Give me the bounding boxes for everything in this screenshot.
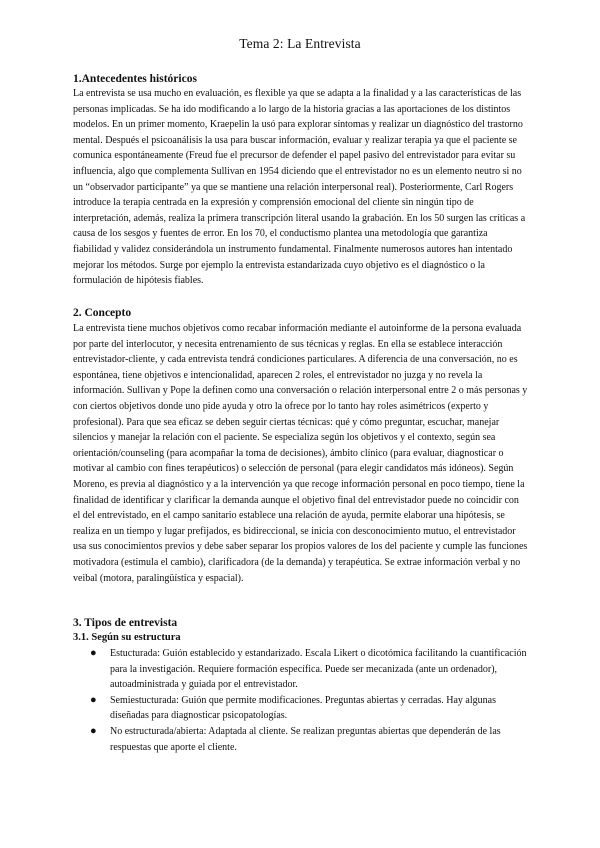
subsection-heading-estructura: 3.1. Según su estructura — [73, 632, 181, 643]
section-heading-tipos: 3. Tipos de entrevista — [73, 617, 178, 629]
list-item — [73, 646, 528, 693]
list-item-text: Semiestucturada: Guión que permite modificaciones. Preguntas abiertas y cerradas. Hay algunas diseñadas para diagnosticar psicopatologías. — [110, 694, 496, 722]
section-heading-concepto: 2. Concepto — [73, 307, 132, 319]
structure-types-list — [73, 646, 528, 755]
section-text-antecedentes: La entrevista se usa mucho en evaluación, es flexible ya que se adapta a la finalidad y a las características de las personas implicadas. Se ha ido modificando a lo largo de la historia gracias a las aportaciones de los distintos modelos. En un primer momento, Kraepelin la usó para explorar síntomas y realizar un diagnóstico del trastorno mental. Después el psicoanálisis la usa para buscar información, evaluar y realizar terapia ya que el paciente se comunica espontáneamente (Freud fue el precursor de defender el papel pasivo del entrevistador para evitar su influencia, algo que complementa Sullivan en 1954 diciendo que el entrevistador no es un elemento neutro si no un “observador participante” ya que se mantiene una relación interpersonal real). Posteriormente, Carl Rogers introduce la terapia centrada en la expresión y comprensión emocional del cliente sin ningún tipo de interpretación, además, realiza la primera transcripción literal usando la grabación. En los 50 surgen las críticas a causa de los sesgos y fuentes de error. En los 70, el conductismo plantea una metodología que garantiza fiabilidad y validez considerándola un instrumento fundamental. Finalmente numerosos autores han intentado mejorar los métodos. Surge por ejemplo la entrevista estandarizada cuyo objetivo es el diagnóstico o la formulación de hipótesis fiables. — [73, 88, 526, 287]
list-item-text: No estructurada/abierta: Adaptada al cliente. Se realizan preguntas abiertas que dependerán de las respuestas que aporte el cliente. — [110, 725, 501, 753]
bullet-icon: ● — [90, 693, 97, 706]
section-text-concepto: La entrevista tiene muchos objetivos como recabar información mediante el autoinforme de la persona evaluada por parte del interlocutor, y necesita entrenamiento de sus técnicas y reglas. En ella se establece interacción entrevistador-cliente, y cada entrevista tendrá condiciones particulares. A diferencia de una conversación, no es espontánea, tiene objetivos e intencionalidad, aparecen 2 roles, el entrevistador no juzga y no revela la información. Sullivan y Pope la definen como una conversación o relación interpersonal entre 2 o más personas y con ciertos objetivos donde uno pide ayuda y otro la ofrece por lo tanto hay roles asimétricos (experto y profesional). Para que sea eficaz se deben seguir ciertas técnicas: qué y cómo preguntar, escuchar, manejar silencios y manejar la relación con el paciente. Se especializa según los objetivos y el contexto, según sea orientación/counseling (para acompañar la toma de decisiones), ámbito clínico (para evaluar, diagnosticar o motivar al cambio con fines terapéuticos) o selección de personal (para elegir candidatos más idóneos). Según Moreno, es previa al diagnóstico y a la intervención ya que recoge información personal en poco tiempo, tiene la finalidad de identificar y clarificar la demanda aunque el objetivo final del entrevistador puede no coincidir con el del entrevistado, en el campo sanitario establece una relación de ayuda, permite elaborar una hipótesis, se realiza en un tiempo y lugar prefijados, es bidireccional, se inicia con desconocimiento mutuo, el entrevistador usa sus conocimientos previos y debe saber separar los propios valores de los del paciente y cumple las funciones motivadora (estimula el cambio), clarificadora (de la demanda) y terapéutica. Se extrae información verbal y no veibal (motora, paralingüística y espacial). — [73, 323, 528, 584]
bullet-icon: ● — [90, 724, 97, 737]
section-heading-antecedentes: 1.Antecedentes históricos — [73, 73, 197, 85]
list-item-text: Estucturada: Guión establecido y estandarizado. Escala Likert o dicotómica facilitando la cuantificación para la investigación. Requiere formación específica. Puede ser mecanizada (ante un ordenador), autoadministrada y guiada por el entrevistador. — [110, 648, 527, 691]
list-item — [73, 693, 528, 724]
list-item — [73, 724, 528, 755]
bullet-icon: ● — [90, 647, 97, 659]
document-title: Tema 2: La Entrevista — [239, 36, 361, 51]
